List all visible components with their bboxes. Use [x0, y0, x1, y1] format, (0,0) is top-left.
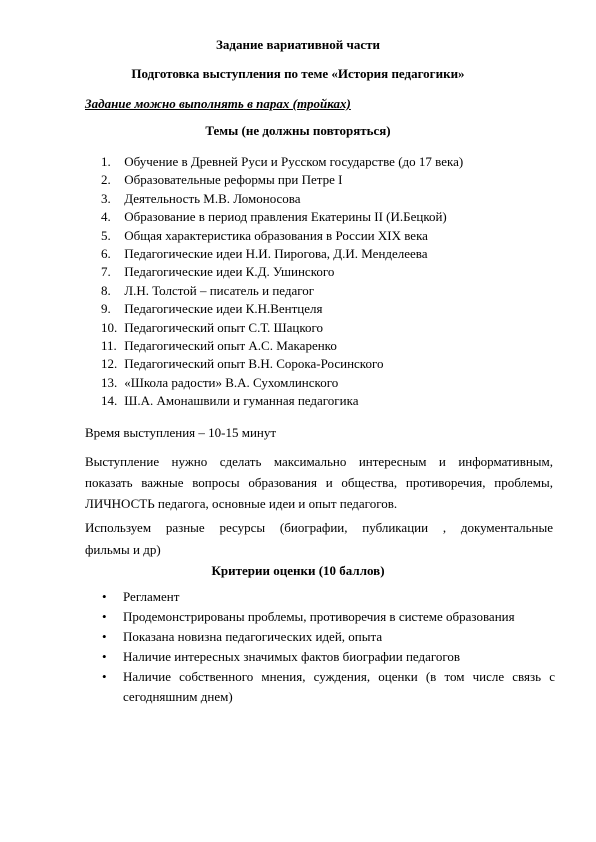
criteria-item [102, 667, 555, 707]
resources-line-1: Используем разные ресурсы (биографии, публикации , документальные [85, 520, 553, 535]
topic-number: 3. [101, 190, 111, 206]
topic-text: Педагогический опыт В.Н. Сорока-Росинского [124, 356, 384, 372]
topic-item [101, 227, 463, 245]
topic-text: Общая характеристика образования в России XIX века [124, 227, 428, 243]
topic-text: Ш.А. Амонашвили и гуманная педагогика [124, 393, 359, 409]
bullet-icon: • [102, 669, 107, 684]
criteria-item [102, 627, 555, 647]
topic-number: 2. [101, 172, 111, 188]
topic-item [101, 319, 463, 337]
criteria-item [102, 647, 555, 667]
topic-number: 12. [101, 356, 118, 372]
topic-text: Образование в период правления Екатерины II (И.Бецкой) [124, 209, 447, 225]
topic-number: 8. [101, 282, 111, 298]
topic-text: Деятельность М.В. Ломоносова [124, 190, 301, 206]
document-subtitle: Подготовка выступления по теме «История педагогики» [131, 66, 465, 81]
topics-list [101, 153, 463, 410]
duration-text: Время выступления – 10-15 минут [85, 425, 277, 440]
criteria-heading: Критерии оценки (10 баллов) [211, 563, 385, 578]
topic-text: Педагогические идеи К.Н.Вентцеля [124, 301, 323, 317]
topic-item [101, 392, 463, 410]
criteria-text: Продемонстрированы проблемы, противоречия в системе образования [123, 609, 515, 624]
criteria-text: Регламент [123, 589, 180, 604]
criteria-text: Показана новизна педагогических идей, опыта [123, 629, 383, 644]
requirements-line-1: Выступление нужно сделать максимально интересным и информативным, [85, 454, 553, 469]
criteria-text: Наличие собственного мнения, суждения, оценки (в том числе связь с сегодняшним днем) [123, 669, 555, 704]
topic-text: Педагогический опыт А.С. Макаренко [124, 337, 337, 353]
topic-text: Педагогические идеи К.Д. Ушинского [124, 264, 335, 280]
resources-line-2: фильмы и др) [85, 542, 161, 557]
topic-text: Педагогические идеи Н.И. Пирогова, Д.И. Менделеева [124, 245, 428, 261]
topic-item [101, 355, 463, 373]
topic-item [101, 282, 463, 300]
topic-number: 6. [101, 245, 111, 261]
requirements-line-2: показать важные вопросы образования и общества, противоречия, проблемы, [85, 475, 553, 490]
topic-text: Л.Н. Толстой – писатель и педагог [124, 282, 315, 298]
topic-number: 7. [101, 264, 111, 280]
topic-number: 5. [101, 227, 111, 243]
topic-number: 10. [101, 319, 118, 335]
topic-number: 9. [101, 301, 111, 317]
topic-item [101, 263, 463, 281]
criteria-item [102, 587, 555, 607]
bullet-icon: • [102, 649, 107, 664]
bullet-icon: • [102, 589, 107, 604]
topic-item [101, 153, 463, 171]
pair-work-note: Задание можно выполнять в парах (тройках) [85, 96, 351, 111]
criteria-list [102, 587, 555, 707]
topic-item [101, 337, 463, 355]
topic-text: «Школа радости» В.А. Сухомлинского [124, 374, 339, 390]
topic-number: 1. [101, 154, 111, 169]
bullet-icon: • [102, 629, 107, 644]
document-title: Задание вариативной части [216, 37, 380, 52]
topic-item [101, 208, 463, 226]
requirements-line-3: ЛИЧНОСТЬ педагога, основные идеи и опыт педагогов. [85, 496, 398, 511]
topic-item [101, 374, 463, 392]
topic-text: Обучение в Древней Руси и Русском государстве (до 17 века) [124, 154, 464, 169]
topic-number: 11. [101, 337, 117, 353]
topics-heading: Темы (не должны повторяться) [205, 123, 391, 138]
topic-item [101, 245, 463, 263]
topic-text: Педагогический опыт С.Т. Шацкого [124, 319, 323, 335]
bullet-icon: • [102, 609, 107, 624]
topic-item [101, 171, 463, 189]
topic-number: 4. [101, 209, 111, 225]
topic-item [101, 190, 463, 208]
topic-item [101, 300, 463, 318]
criteria-item [102, 607, 555, 627]
topic-number: 14. [101, 393, 118, 409]
topic-number: 13. [101, 374, 118, 390]
topic-text: Образовательные реформы при Петре I [124, 172, 343, 188]
criteria-text: Наличие интересных значимых фактов биографии педагогов [123, 649, 461, 664]
